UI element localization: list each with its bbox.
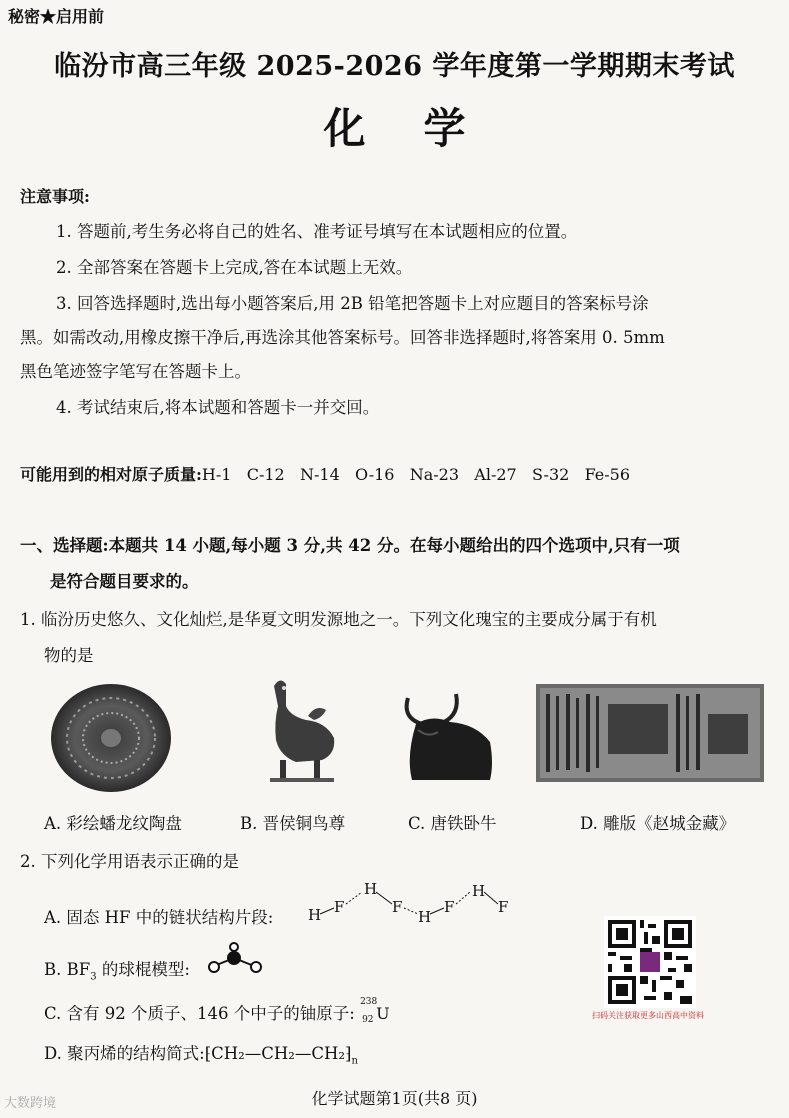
notice-item-3-line-2: 黑。如需改动,用橡皮擦干净后,再选涂其他答案标号。回答非选择题时,将答案用 0. 5mm (20, 328, 665, 347)
atomic-masses (20, 462, 630, 485)
notice-heading: 注意事项: (20, 187, 90, 206)
uranium-symbol: U (376, 1003, 390, 1023)
notice-item-3-line-1: 3. 回答选择题时,选出每小题答案后,用 2B 铅笔把答题卡上对应题目的答案标号涂 (56, 294, 649, 313)
uranium-nuclide (360, 996, 390, 1025)
q1-stem-line-2: 物的是 (44, 646, 94, 665)
pottery-plate-image (46, 682, 176, 794)
q2-option-c-text: C. 含有 92 个质子、146 个中子的铀原子: (44, 1004, 355, 1023)
iron-ox-image (398, 684, 498, 784)
hf-atom: F (392, 898, 403, 916)
q2-option-d-text: D. 聚丙烯的结构简式: (44, 1044, 205, 1063)
hf-atom: F (334, 898, 345, 916)
subject-title: 化学 (323, 104, 524, 153)
q2-option-b-suffix: 的球棍模型: (96, 960, 190, 979)
secret-label: 秘密★启用前 (8, 7, 105, 26)
notice-item-2: 2. 全部答案在答题卡上完成,答在本试题上无效。 (56, 258, 413, 277)
q1-stem-line-1: 1. 临汾历史悠久、文化灿烂,是华夏文明发源地之一。下列文化瑰宝的主要成分属于有机 (20, 610, 657, 629)
hf-atom: H (472, 882, 486, 900)
hf-chain-structure (294, 878, 524, 928)
notice-item-3-line-3: 黑色笔迹签字笔写在答题卡上。 (20, 362, 251, 381)
q2-option-b-prefix: B. BF (44, 960, 91, 979)
hf-atom: H (418, 908, 432, 926)
section-1-line-2: 是符合题目要求的。 (50, 572, 199, 591)
hf-atom: H (308, 906, 322, 924)
atomic-masses-label: 可能用到的相对原子质量: (20, 465, 202, 484)
q2-option-a: A. 固态 HF 中的链状结构片段: (44, 908, 274, 927)
q1-option-d: D. 雕版《赵城金藏》 (580, 814, 736, 833)
bronze-bird-vessel-image (256, 676, 346, 786)
bf3-ball-stick-model (204, 942, 266, 976)
atomic-masses-values: H-1 C-12 N-14 O-16 Na-23 Al-27 S-32 Fe-56 (201, 465, 631, 484)
q1-option-b: B. 晋侯铜鸟尊 (240, 814, 346, 833)
qr-code (604, 916, 696, 1008)
polypropylene-formula: ⁅CH₂—CH₂—CH₂⁆ (204, 1044, 352, 1063)
watermark: 大数跨境 (4, 1096, 57, 1111)
qr-caption: 扫码关注获取更多山西高中资料 (592, 1011, 704, 1020)
woodblock-print-image (536, 684, 764, 782)
polymer-degree-n: n (351, 1055, 358, 1067)
q2-option-d (44, 1040, 358, 1066)
section-1-line-1: 一、选择题:本题共 14 小题,每小题 3 分,共 42 分。在每小题给出的四个选项中,只有一项 (20, 536, 680, 555)
hf-atom: H (364, 880, 378, 898)
q1-option-c: C. 唐铁卧牛 (408, 814, 497, 833)
hf-atom: F (498, 898, 509, 916)
notice-item-1: 1. 答题前,考生务必将自己的姓名、准考证号填写在本试题相应的位置。 (56, 222, 578, 241)
uranium-mass-number: 238 (360, 996, 378, 1007)
exam-title: 临汾市高三年级 2025-2026 学年度第一学期期末考试 (54, 51, 735, 82)
hf-atom: F (444, 898, 455, 916)
q2-stem: 2. 下列化学用语表示正确的是 (20, 852, 239, 871)
notice-item-4: 4. 考试结束后,将本试题和答题卡一并交回。 (56, 398, 380, 417)
q2-option-c (44, 996, 390, 1025)
page-footer: 化学试题第1页(共8 页) (311, 1089, 478, 1108)
uranium-atomic-number: 92 (362, 1014, 374, 1025)
q1-option-a: A. 彩绘蟠龙纹陶盘 (44, 814, 182, 833)
q2-option-b (44, 956, 190, 982)
q2-option-b-subscript: 3 (90, 971, 97, 983)
